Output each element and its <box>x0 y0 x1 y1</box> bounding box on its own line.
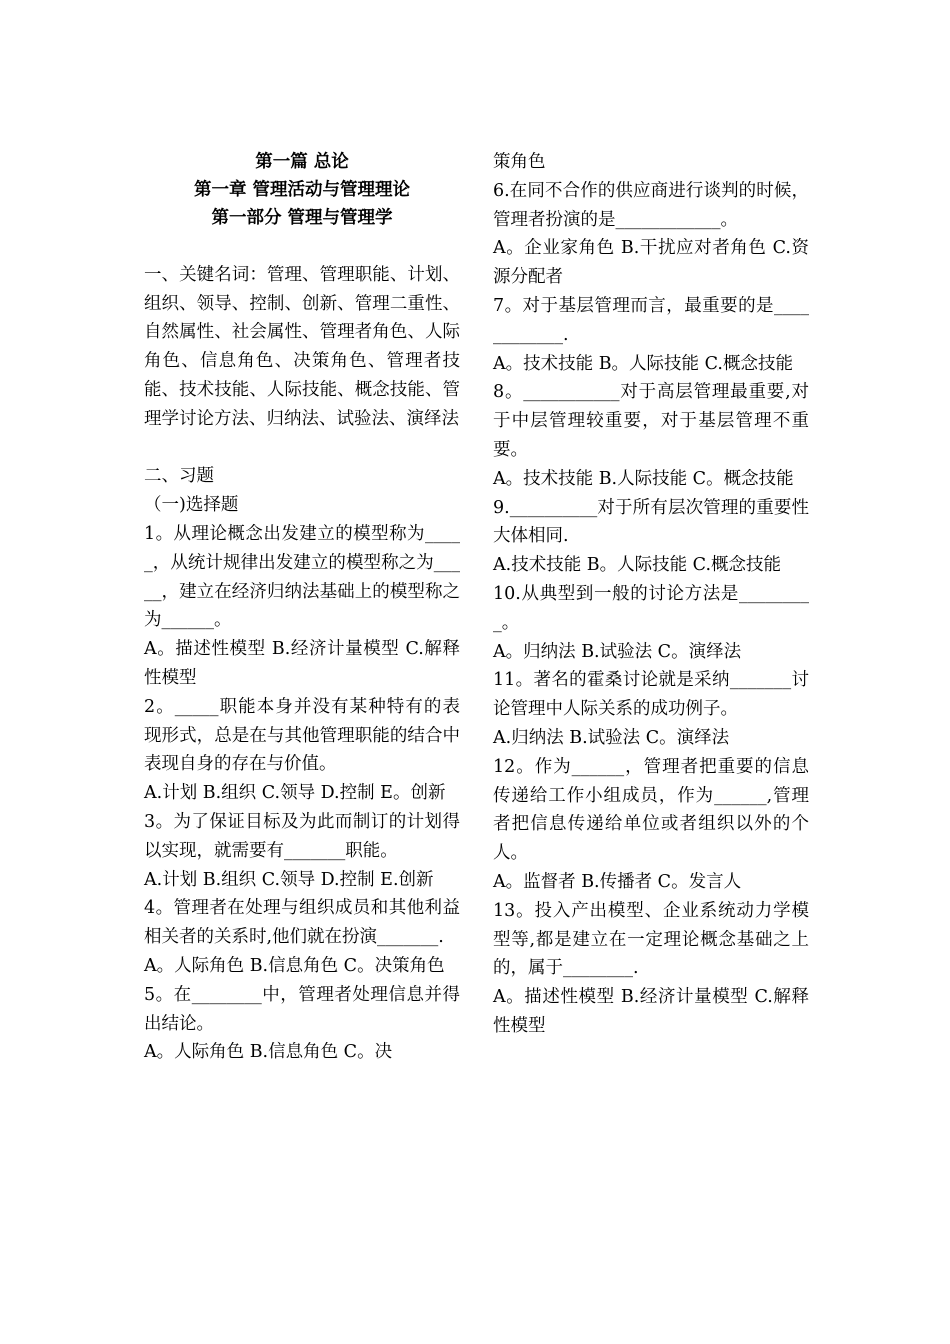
exercises-heading: 二、习题 <box>144 466 214 487</box>
chapter-title: 第一章 管理活动与管理理论 <box>193 180 411 200</box>
question-9: 9.__________对于所有层次管理的重要性大体相同. <box>493 497 809 547</box>
question-1-options: A。描述性模型 B.经济计量模型 C.解释性模型 <box>144 639 460 688</box>
question-10: 10.从典型到一般的讨论方法是_________。 <box>493 583 809 633</box>
question-5-options: A。人际角色 B.信息角色 C。决 <box>144 1042 393 1063</box>
question-13-options: A。描述性模型 B.经济计量模型 C.解释性模型 <box>493 987 809 1036</box>
question-6-options: A。企业家角色 B.干扰应对者角色 C.资源分配者 <box>493 238 809 288</box>
question-4: 4。管理者在处理与组织成员和其他利益相关者的关系时,他们就在扮演_______. <box>144 898 460 948</box>
question-12: 12。作为______，管理者把重要的信息传递给工作小组成员，作为______,管理者把信息传递给单位或者组织以外的个人。 <box>493 756 809 864</box>
question-3: 3。为了保证目标及为此而制订的计划得以实现，就需要有_______职能。 <box>144 811 460 861</box>
question-4-options: A。人际角色 B.信息角色 C。决策角色 <box>144 955 445 976</box>
part-title: 第一篇 总论 <box>255 152 349 172</box>
question-3-options: A.计划 B.组织 C.领导 D.控制 E.创新 <box>144 869 434 890</box>
choice-heading: （一)选择题 <box>144 495 239 516</box>
question-12-options: A。监督者 B.传播者 C。发言人 <box>493 871 742 892</box>
keywords-paragraph: 一、关键名词：管理、管理职能、计划、组织、领导、控制、创新、管理二重性、自然属性、社会属性、管理者角色、人际角色、信息角色、决策角色、管理者技能、技术技能、人际技能、概念技能、管理学讨论方法、归纳法、试验法、演绎法 <box>144 264 460 429</box>
question-2: 2。_____职能本身并没有某种特有的表现形式，总是在与其他管理职能的结合中表现自身的存在与价值。 <box>144 696 460 775</box>
question-8-options: A。技术技能 B.人际技能 C。概念技能 <box>493 468 794 489</box>
question-9-options: A.技术技能 B。人际技能 C.概念技能 <box>493 555 782 576</box>
question-5: 5。在________中，管理者处理信息并得出结论。 <box>144 984 460 1034</box>
question-11: 11。著名的霍桑讨论就是采纳_______讨论管理中人际关系的成功例子。 <box>493 670 809 720</box>
question-6: 6.在同不合作的供应商进行谈判的时候，管理者扮演的是____________。 <box>493 180 809 230</box>
question-7-options: A。技术技能 B。人际技能 C.概念技能 <box>493 353 793 374</box>
spacer <box>144 434 460 463</box>
section-title: 第一部分 管理与管理学 <box>211 208 393 228</box>
question-2-options: A.计划 B.组织 C.领导 D.控制 E。创新 <box>144 783 446 804</box>
left-column <box>144 148 460 1067</box>
question-8: 8。___________对于高层管理最重要,对于中层管理较重要，对于基层管理不重要。 <box>493 382 809 460</box>
spacer <box>144 232 460 261</box>
question-13: 13。投入产出模型、企业系统动力学模型等,都是建立在一定理论概念基础之上的，属于________. <box>493 900 809 979</box>
question-7: 7。对于基层管理而言，最重要的是____________. <box>493 295 809 345</box>
question-10-options: A。归纳法 B.试验法 C。演绎法 <box>493 641 742 662</box>
question-5-options-continued: 策角色 <box>493 152 546 172</box>
question-1: 1。从理论概念出发建立的模型称为_____，从统计规律出发建立的模型称之为_____，建立在经济归纳法基础上的模型称之为______。 <box>144 523 460 631</box>
right-column <box>493 148 809 1041</box>
question-11-options: A.归纳法 B.试验法 C。演绎法 <box>493 727 730 748</box>
